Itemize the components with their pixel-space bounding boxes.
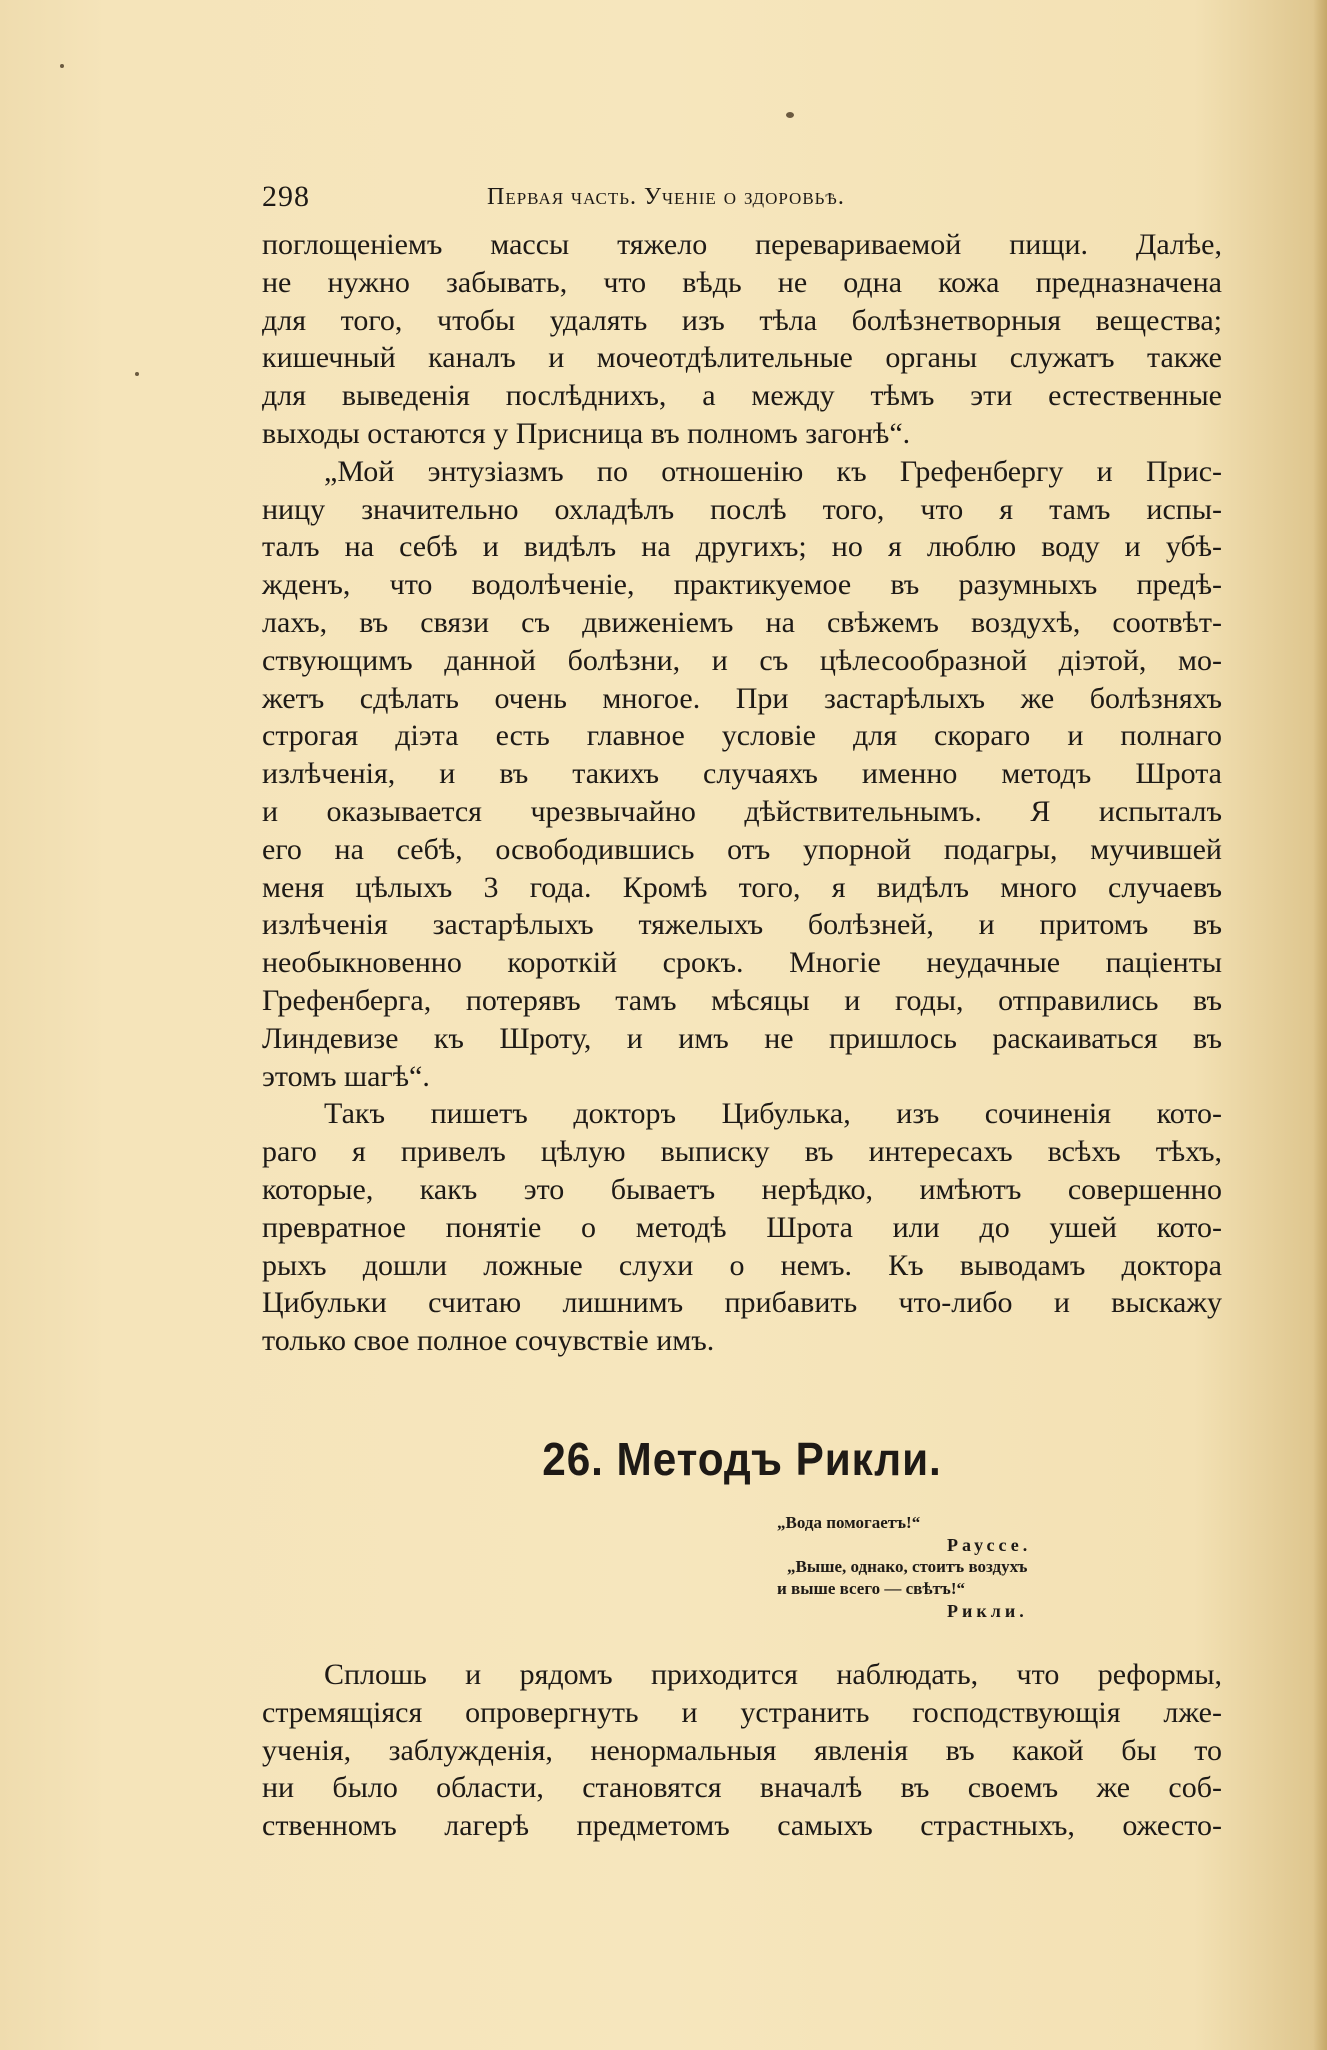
- text-line: только свое полное сочувствіе имъ.: [262, 1324, 715, 1358]
- text-line: раго я привелъ цѣлую выписку въ интересахъ всѣхъ тѣхъ,: [262, 1135, 1222, 1169]
- text-line: жденъ, что водолѣченіе, практикуемое въ разумныхъ предѣ-: [262, 568, 1222, 602]
- text-line: для того, чтобы удалять изъ тѣла болѣзнетворныя вещества;: [262, 303, 1222, 337]
- text-line: Цибульки считаю лишнимъ прибавить что-либо и выскажу: [262, 1286, 1222, 1320]
- section-title: 26. Методъ Рикли.: [542, 1432, 942, 1485]
- page-number: 298: [262, 180, 310, 213]
- text-line: кишечный каналъ и мочеотдѣлительные органы служатъ также: [262, 341, 1222, 375]
- paragraph-2: [262, 453, 1222, 1096]
- text-line: превратное понятіе о методѣ Шрота или до ушей кото-: [262, 1210, 1222, 1244]
- epigraph-quote: „Вода помогаетъ!“: [777, 1512, 921, 1532]
- text-line: этомъ шагѣ“.: [262, 1059, 430, 1093]
- text-line: его на себѣ, освободившись отъ упорной подагры, мучившей: [262, 832, 1222, 866]
- ink-speck: [60, 64, 64, 68]
- text-line: поглощеніемъ массы тяжело перевариваемой пищи. Далѣе,: [262, 228, 1222, 261]
- text-line: для выведенія послѣднихъ, а между тѣмъ эти естественные: [262, 379, 1222, 413]
- running-head: Первая часть. Ученіе о здоровьѣ.: [487, 184, 845, 210]
- text-line: рыхъ дошли ложные слухи о немъ. Къ выводамъ доктора: [262, 1248, 1222, 1282]
- epigraph-author: Рауссе.: [947, 1534, 1032, 1555]
- text-line: ствующимъ данной болѣзни, и съ цѣлесообразной діэтой, мо-: [262, 643, 1222, 677]
- epigraph-quote: и выше всего — свѣтъ!“: [777, 1578, 965, 1598]
- epigraph-author: Рикли.: [947, 1600, 1028, 1621]
- text-line: Такъ пишетъ докторъ Цибулька, изъ сочиненія кото-: [324, 1097, 1222, 1131]
- text-line: излѣченія, и въ такихъ случаяхъ именно методъ Шрота: [262, 757, 1222, 791]
- page-edge-shadow: [1313, 0, 1327, 2050]
- page-content: [262, 180, 1222, 1845]
- text-line: стремящіяся опровергнуть и устранить господствующія лже-: [262, 1695, 1222, 1729]
- text-line: излѣченія застарѣлыхъ тяжелыхъ болѣзней, и притомъ въ: [262, 908, 1222, 942]
- text-line: ни было области, становятся вначалѣ въ своемъ же соб-: [262, 1771, 1222, 1805]
- text-line: „Мой энтузіазмъ по отношенію къ Грефенбергу и Прис-: [324, 454, 1222, 488]
- text-line: ственномъ лагерѣ предметомъ самыхъ страстныхъ, ожесто-: [262, 1809, 1222, 1843]
- text-line: ницу значительно охладѣлъ послѣ того, что я тамъ испы-: [262, 492, 1222, 526]
- text-line: Грефенберга, потерявъ тамъ мѣсяцы и годы, отправились въ: [262, 983, 1222, 1017]
- paragraph-3: [262, 1095, 1222, 1360]
- text-line: которые, какъ это бываетъ нерѣдко, имѣютъ совершенно: [262, 1172, 1222, 1206]
- epigraph: [262, 1512, 1222, 1622]
- ink-speck: [135, 372, 139, 376]
- text-line: не нужно забывать, что вѣдь не одна кожа предназначена: [262, 265, 1222, 299]
- text-line: ученія, заблужденія, ненормальныя явленія въ какой бы то: [262, 1733, 1222, 1767]
- text-line: необыкновенно короткій срокъ. Многіе неудачные паціенты: [262, 946, 1222, 980]
- text-line: выходы остаются у Присница въ полномъ загонѣ“.: [262, 416, 911, 450]
- text-line: и оказывается чрезвычайно дѣйствительнымъ. Я испыталъ: [262, 794, 1222, 828]
- text-line: талъ на себѣ и видѣлъ на другихъ; но я люблю воду и убѣ-: [262, 530, 1222, 564]
- ink-speck: [786, 112, 794, 118]
- paragraph-4: [262, 1656, 1222, 1845]
- epigraph-quote: „Выше, однако, стоитъ воздухъ: [787, 1556, 1028, 1576]
- paragraph-1: [262, 226, 1222, 453]
- text-line: жетъ сдѣлать очень многое. При застарѣлыхъ же болѣзняхъ: [262, 681, 1222, 715]
- text-line: меня цѣлыхъ 3 года. Кромѣ того, я видѣлъ много случаевъ: [262, 870, 1222, 904]
- text-line: лахъ, въ связи съ движеніемъ на свѣжемъ воздухѣ, соотвѣт-: [262, 605, 1222, 639]
- page-header: [262, 180, 1222, 222]
- text-line: Сплошь и рядомъ приходится наблюдать, что реформы,: [324, 1657, 1222, 1691]
- text-line: Линдевизе къ Шроту, и имъ не пришлось раскаиваться въ: [262, 1021, 1222, 1055]
- text-line: строгая діэта есть главное условіе для скораго и полнаго: [262, 719, 1222, 753]
